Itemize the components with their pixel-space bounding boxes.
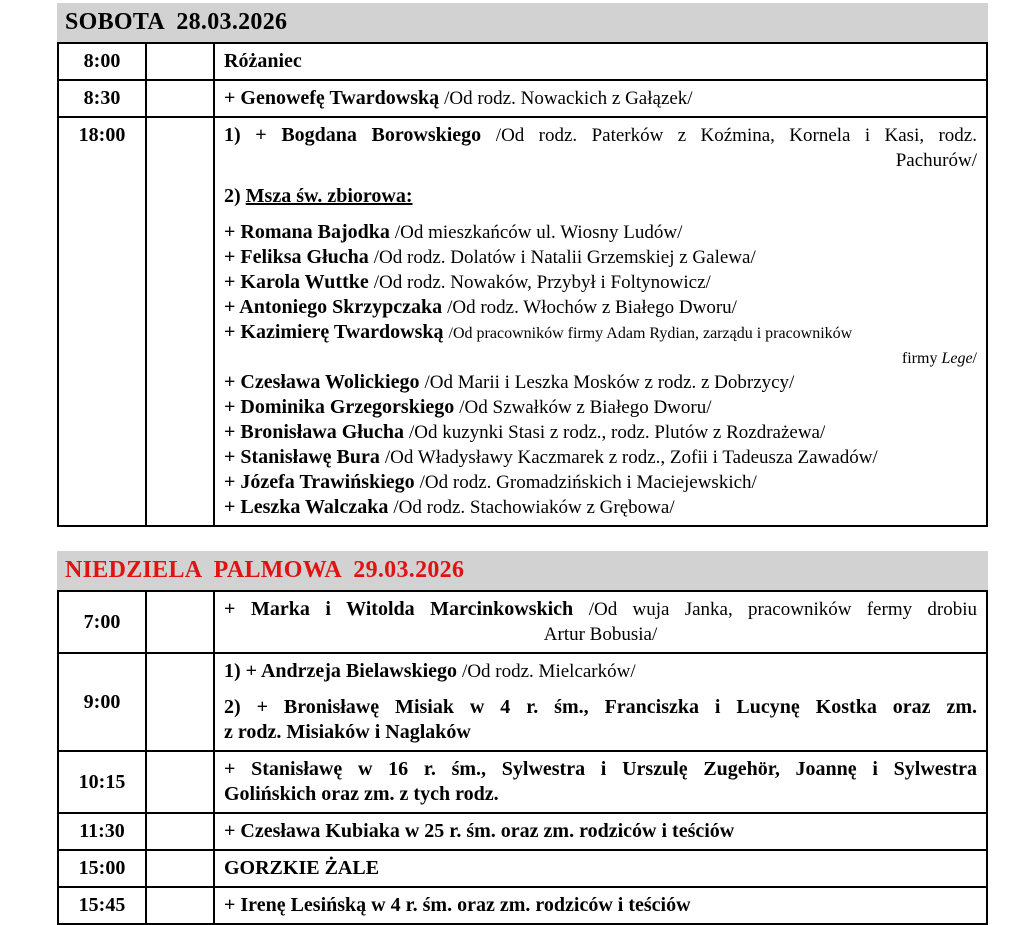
text-run: /Od pracowników firmy Adam Rydian, zarządu i pracowników [448, 325, 853, 342]
text-run: 2) [224, 185, 246, 207]
section-header [57, 3, 988, 42]
intention-line [224, 445, 977, 470]
spacer-cell [146, 887, 214, 924]
section-title: SOBOTA 28.03.2026 [65, 9, 288, 35]
text-run: + Romana Bajodka [224, 221, 395, 243]
intention-cell [214, 751, 987, 813]
text-run: /Od wuja Janka, pracowników fermy drobiu [588, 599, 977, 620]
intention-line [224, 893, 977, 918]
text-run: /Od rodz. Nowaków, Przybył i Foltynowicz/ [373, 272, 711, 293]
spacer-cell [146, 813, 214, 850]
text-run: 1) + Bogdana Borowskiego [224, 124, 496, 146]
text-run: /Od rodz. Dolatów i Natalii Grzemskiej z Galewa/ [373, 247, 756, 268]
text-run: Lege [941, 350, 973, 367]
text-run: + Irenę Lesińską w 4 r. śm. oraz zm. rodziców i teściów [224, 894, 691, 916]
intention-line [224, 819, 977, 844]
intention-cell [214, 43, 987, 80]
schedule-section [57, 551, 988, 925]
text-run: /Od mieszkańców ul. Wiosny Ludów/ [394, 222, 683, 243]
intention-line [224, 782, 977, 807]
intention-line [224, 597, 977, 622]
text-run: /Od rodz. Gromadzińskich i Maciejewskich/ [419, 472, 757, 493]
table-row [58, 813, 987, 850]
intention-line [224, 148, 977, 173]
intention-line [224, 622, 977, 647]
spacer-cell [146, 117, 214, 526]
intention-cell [214, 591, 987, 653]
time-cell: 10:15 [58, 751, 146, 813]
text-run: + Karola Wuttke [224, 271, 374, 293]
schedule-table [57, 42, 988, 527]
text-run: /Od rodz. Mielcarków/ [462, 661, 636, 682]
text-run: /Od kuzynki Stasi z rodz., rodz. Plutów z Rozdrażewa/ [408, 422, 826, 443]
text-run: /Od Władysławy Kaczmarek z rodz., Zofii i Tadeusza Zawadów/ [384, 447, 878, 468]
text-run: + Józefa Trawińskiego [224, 471, 420, 493]
intention-line [224, 695, 977, 720]
intention-cell [214, 117, 987, 526]
text-run: / [972, 350, 977, 367]
text-run: + Czesława Wolickiego [224, 371, 425, 393]
text-run: + Feliksa Głucha [224, 246, 374, 268]
intention-line [224, 395, 977, 420]
intention-line [224, 495, 977, 520]
text-run: /Od rodz. Stachowiaków z Grębowa/ [393, 497, 675, 518]
text-run: + Antoniego Skrzypczaka [224, 296, 448, 318]
text-run: /Od rodz. Włochów z Białego Dworu/ [447, 297, 737, 318]
spacer-cell [146, 591, 214, 653]
table-row [58, 850, 987, 887]
text-run: /Od rodz. Nowackich z Gałązek/ [444, 88, 693, 109]
intention-line [224, 320, 977, 345]
intention-line [224, 720, 977, 745]
time-cell: 15:00 [58, 850, 146, 887]
time-cell: 9:00 [58, 653, 146, 751]
spacer-cell [146, 850, 214, 887]
time-cell: 11:30 [58, 813, 146, 850]
text-run: Różaniec [224, 50, 302, 72]
time-cell: 8:30 [58, 80, 146, 117]
schedule-section [57, 3, 988, 527]
text-run: z rodz. Misiaków i Naglaków [224, 721, 471, 743]
intention-cell [214, 653, 987, 751]
section-header [57, 551, 988, 590]
text-run: 2) + Bronisławę Misiak w 4 r. śm., Franciszka i Lucynę Kostka oraz zm. [224, 696, 977, 718]
intention-line [224, 220, 977, 245]
text-run: Artur Bobusia/ [543, 624, 658, 645]
text-run: Msza św. zbiorowa: [245, 185, 413, 207]
spacer-cell [146, 80, 214, 117]
intention-line [224, 470, 977, 495]
text-run: /Od rodz. Paterków z Koźmina, Kornela i Kasi, rodz. [495, 125, 977, 146]
table-row [58, 887, 987, 924]
text-run: + Leszka Walczaka [224, 496, 394, 518]
text-run: GORZKIE ŻALE [224, 857, 380, 879]
intention-line [224, 420, 977, 445]
intention-line [224, 86, 977, 111]
intention-line [224, 757, 977, 782]
table-row [58, 117, 987, 526]
text-run: /Od Marii i Leszka Mosków z rodz. z Dobrzycy/ [424, 372, 795, 393]
intention-line [224, 295, 977, 320]
intention-line [224, 123, 977, 148]
text-run: Pachurów/ [895, 150, 977, 171]
text-run: firmy [901, 350, 942, 367]
intention-line [224, 245, 977, 270]
intention-cell [214, 80, 987, 117]
text-run: /Od Szwałków z Białego Dworu/ [459, 397, 712, 418]
time-cell: 18:00 [58, 117, 146, 526]
intention-line [224, 659, 977, 684]
text-run: + Czesława Kubiaka w 25 r. śm. oraz zm. rodziców i teściów [224, 820, 735, 842]
intention-line [224, 184, 977, 209]
text-run: + Dominika Grzegorskiego [224, 396, 460, 418]
text-run: + Stanisławę Bura [224, 446, 385, 468]
intention-cell [214, 850, 987, 887]
schedule-table [57, 590, 988, 925]
text-run: + Stanisławę w 16 r. śm., Sylwestra i Urszulę Zugehör, Joannę i Sylwestra [224, 758, 977, 780]
table-row [58, 751, 987, 813]
text-run: Golińskich oraz zm. z tych rodz. [224, 783, 499, 805]
text-run: + Bronisława Głucha [224, 421, 409, 443]
text-run: + Marka i Witolda Marcinkowskich [224, 598, 589, 620]
time-cell: 15:45 [58, 887, 146, 924]
spacer-cell [146, 653, 214, 751]
table-row [58, 43, 987, 80]
time-cell: 8:00 [58, 43, 146, 80]
section-title: NIEDZIELA PALMOWA 29.03.2026 [65, 557, 465, 583]
text-run: + Genowefę Twardowską [224, 87, 445, 109]
intention-line [224, 270, 977, 295]
intention-line [224, 370, 977, 395]
intention-cell [214, 887, 987, 924]
intention-line [224, 856, 977, 881]
table-row [58, 80, 987, 117]
text-run: + Kazimierę Twardowską [224, 321, 449, 343]
text-run: 1) + Andrzeja Bielawskiego [224, 660, 463, 682]
intention-line [224, 345, 977, 370]
intention-cell [214, 813, 987, 850]
table-row [58, 591, 987, 653]
time-cell: 7:00 [58, 591, 146, 653]
spacer-cell [146, 43, 214, 80]
spacer-cell [146, 751, 214, 813]
intention-line [224, 49, 977, 74]
table-row [58, 653, 987, 751]
